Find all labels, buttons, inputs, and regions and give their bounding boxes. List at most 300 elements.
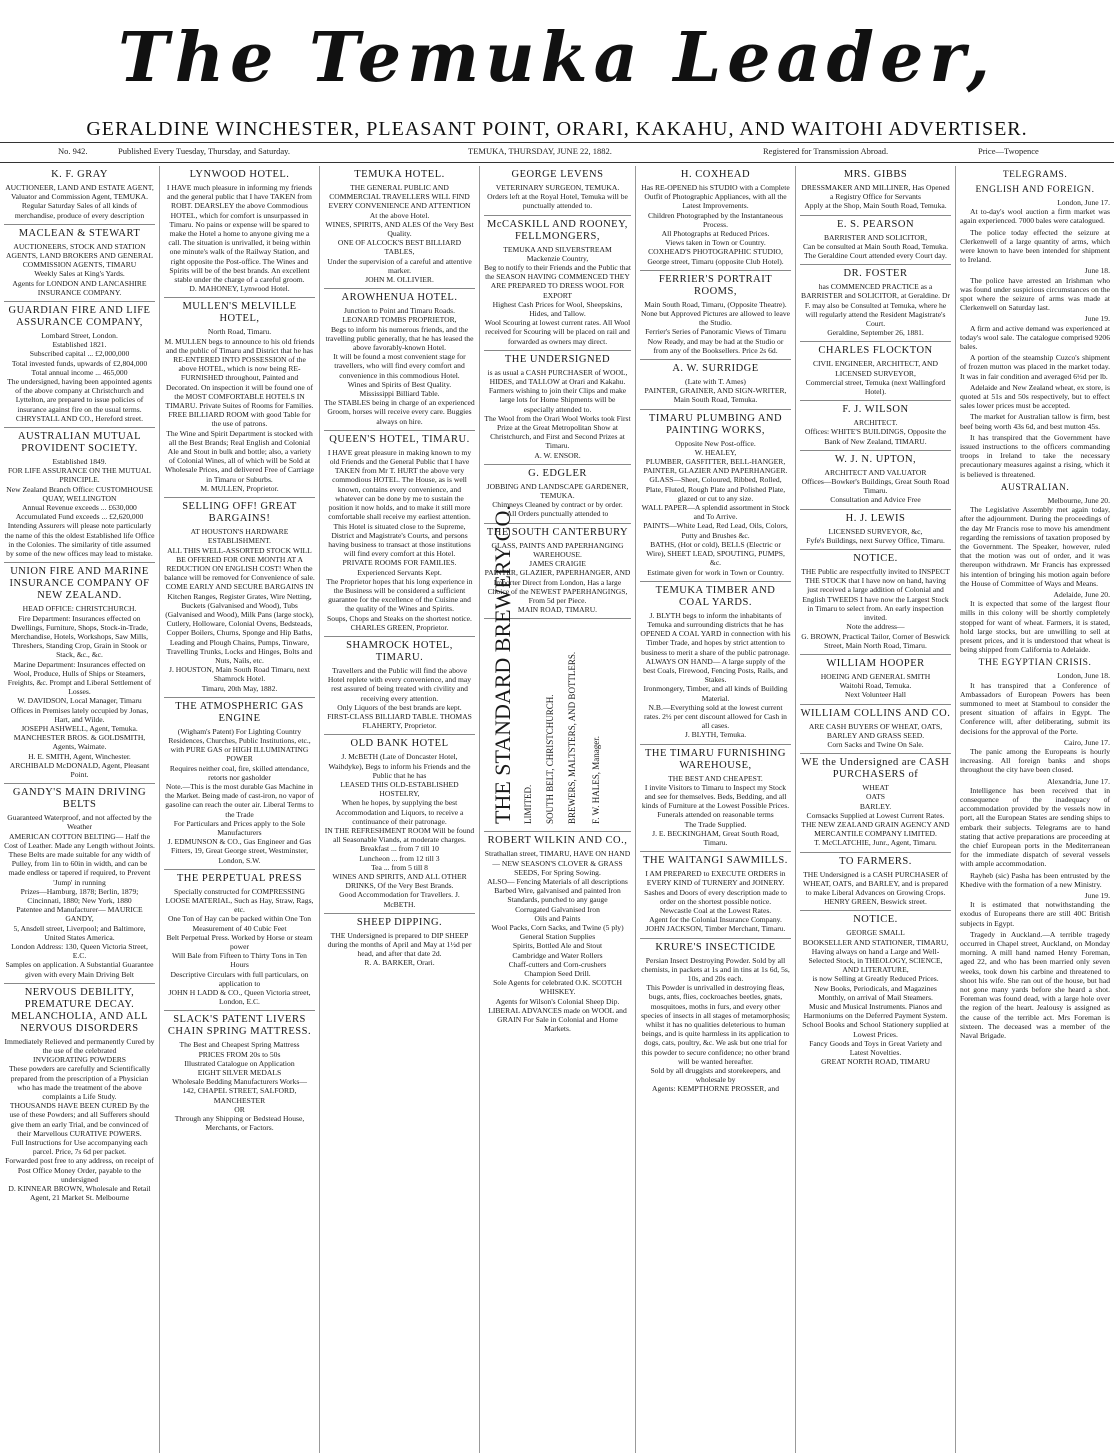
ad-heading: G. EDGLER [528, 467, 587, 479]
ad-line: Established 1821. [52, 340, 107, 350]
ad-line: W. DAVIDSON, Local Manager, Timaru [17, 696, 142, 706]
ad-line: Estimate given for work in Town or Country. [647, 567, 784, 577]
ad-line: For Particulars and Prices apply to the Sole Manufacturers [173, 818, 306, 837]
ad-line: Offices: WHITE'S BUILDINGS, Opposite the Bank of New Zealand, TIMARU. [804, 427, 947, 446]
advertisement [640, 745, 791, 853]
ad-line: Patentee and Manufacturer— MAURICE GANDY, [16, 905, 143, 924]
ad-line: GREAT NORTH ROAD, TIMARU [821, 1057, 930, 1067]
ad-line: Only Liquors of the best brands are kept. [337, 702, 462, 712]
ad-line: Valuator and Commission Agent, TEMUKA. [11, 192, 148, 202]
advertisement [4, 428, 155, 563]
advertisement [324, 637, 475, 735]
dateline-rule [0, 162, 1114, 163]
ad-line: A. W. ENSOR. [534, 450, 581, 460]
ad-line: PAINTER, GLAZIER, PAPERHANGER, AND [484, 568, 631, 578]
advertisement [484, 216, 631, 351]
advertisement [800, 510, 951, 550]
ad-body [484, 849, 631, 1033]
ad-line: is as usual a CASH PURCHASER of WOOL, HIDES, and TALLOW at Orari and Kakahu. [487, 367, 628, 387]
telegram-item: The Legislative Assembly met again today, after the adjournment. During the proceedings of the day Mr Francis rose to move his amendment regarding the remissions of taxation proposed by the Government. The Speaker, however, ruled that the motion was out of order, and it was thereupon withdrawn. Mr Francis has expressed his intention of bringing his motion again before the House of Committee of Ways and Means. [960, 505, 1110, 588]
ad-line: Cambridge and Water Rollers [512, 950, 603, 960]
ad-body [4, 604, 155, 779]
ad-line: THE NEW ZEALAND GRAIN AGENCY AND MERCANTILE COMPANY LIMITED. [801, 819, 950, 839]
ad-line: JAMES CRAIGIE [529, 559, 586, 569]
ad-line: has COMMENCED PRACTICE as a BARRISTER and SOLICITOR, at Geraldine. Dr F. may also be Consulted at Temuka, where he will regularly attend the Resident Magistrate's Court. [801, 282, 950, 329]
ad-line: 142, CHAPEL STREET, SALFORD, MANCHESTER [182, 1086, 297, 1105]
advertisement [164, 166, 315, 298]
ad-heading: MULLEN'S MELVILLE HOTEL, [182, 301, 297, 325]
ad-body [640, 439, 791, 577]
ad-line: BARLEY. [859, 801, 892, 811]
telegram-item: The police have arrested an Irishman who was found under suspicious circumstances on the spot where the seizure of arms was made at Clerkenwell on Saturday last. [960, 275, 1110, 313]
ad-line: Tea ... from 5 till 8 [371, 862, 428, 872]
ad-body [800, 870, 951, 907]
ad-line: INVIGORATING POWDERS [32, 1055, 127, 1065]
ad-line: AUCTIONEER, LAND AND ESTATE AGENT, [5, 183, 154, 192]
telegram-item: Tragedy in Auckland.—A terrible tragedy occurred in Chapel street, Auckland, on Monday morning. A mill hand named Henry Foreman, aged 22, and who has been married only seven weeks, took down his carbine and threatened to shoot his wife. She ran out of the house, but had not gone many yards before she heard a shot. Foreman was found dead, with a large hole over the region of the heart. Jealousy is assigned as the cause of the terrible act. Mrs Foreman is sixteen. The deceased was a member of the Naval Brigade. [960, 929, 1110, 1041]
advertisement [324, 289, 475, 431]
advertisement [4, 302, 155, 428]
vertical-ad-line: LIMITED. [523, 785, 533, 825]
ad-line: Fyfe's Buildings, next Survey Office, Timaru. [806, 535, 945, 545]
ad-body [324, 183, 475, 284]
publication-schedule: Published Every Tuesday, Thursday, and Saturday. [118, 146, 290, 156]
ad-line: Spirits, Bottled Ale and Stout [512, 941, 603, 951]
ad-line: Waitohi Road, Temuka. [839, 681, 912, 691]
ad-body [800, 468, 951, 505]
ad-line: PAINTS—White Lead, Red Lead, Oils, Colors, Putty and Brushes &c. [643, 521, 788, 540]
ad-line: Mississippi Billiard Table. [359, 389, 440, 399]
ad-line: These powders are carefully and Scientifically prepared from the prescription of a Physician who has made the treatment of the above complaints a Life Study. [8, 1064, 151, 1102]
ad-line: THE Undersigned is a CASH PURCHASER of WHEAT, OATS, and BARLEY, and is prepared to make Liberal Advances on Growing Crops. [802, 869, 949, 897]
ad-body [164, 527, 315, 693]
ad-line: Guaranteed Waterproof, and not affected by the Weather [7, 813, 152, 832]
ad-line: Specially constructed for COMPRESSING LOOSE MATERIAL, Such as Hay, Straw, Rags, etc. [165, 886, 314, 915]
advertisement [484, 166, 631, 216]
ad-line: Main South Road, Timaru, (Opposite Theatre). [644, 299, 787, 309]
ad-line: ALSO— Fencing Materials of all descriptions [487, 876, 628, 886]
ad-line: Through any Shipping or Bedstead House, Merchants, or Factors. [174, 1114, 305, 1133]
ad-line: OR [234, 1104, 245, 1114]
advertisement [800, 265, 951, 342]
ad-line: GEORGE SMALL [846, 928, 905, 938]
advertisement [164, 498, 315, 698]
ad-body [4, 331, 155, 423]
ad-line: Wholesale Bedding Manufacturers Works— [172, 1077, 307, 1087]
ad-line: WALL PAPER—A splendid assortment in Stock and To Arrive. [641, 503, 790, 522]
ad-line: M. MULLEN begs to announce to his old friends and the public of Timaru and District that he has RE-ENTERED INTO POSSESSION of the above HOTEL, which is now being RE-FURNISHED throughout, Painted and Decorated. On inspection it will be found one of the MOST COMFORTABLE HOTELS IN TIMARU. Private Suites of Rooms for Families. FREE BILLIARD ROOM with good Table for the use of patrons. [164, 336, 315, 429]
ad-heading: WILLIAM HOOPER [826, 657, 925, 669]
advertisement [484, 351, 631, 465]
advertisement [640, 360, 791, 410]
ad-line: CIVIL ENGINEER, ARCHITECT, AND LICENSED SURVEYOR, [812, 359, 939, 378]
column-5 [636, 166, 796, 1453]
ad-line: Sashes and Doors of every description made to order on the shortest possible notice. [644, 887, 787, 906]
advertisement [800, 166, 951, 216]
ad-line: JOHN JACKSON, Timber Merchant, Timaru. [645, 924, 786, 934]
ad-line: TEMUKA AND SILVERSTREAM [503, 244, 612, 254]
vertical-ad-line: F. W. HALES, Manager. [591, 736, 601, 825]
ad-line: VETERINARY SURGEON, TEMUKA. [495, 183, 620, 192]
ad-line: Soups, Chops and Steaks on the shortest notice. [327, 613, 472, 623]
ad-body [164, 1040, 315, 1132]
ad-body [324, 666, 475, 730]
ad-heading: AROWHENUA HOTEL. [341, 292, 458, 304]
ad-line: J. EDMUNSON & CO., Gas Engineer and Gas Fitters, 19, Great George street, Westminster, London, S.W. [167, 837, 312, 865]
ad-line: Mackenzie Country, [526, 253, 589, 263]
ad-body [800, 282, 951, 337]
telegram-item: It has transpired that the Government have issued instructions to the officers commanding troops in Ireland to take the necessary precautionary measures against a rising, which it is believed is threatened. [960, 432, 1110, 479]
ad-body [800, 359, 951, 396]
ad-line: Geraldine, September 26, 1881. [827, 328, 924, 338]
ad-line: J. BLYTH, Temuka. [684, 730, 747, 740]
ad-line: ONE OF ALCOCK'S BEST BILLIARD TABLES, [337, 238, 462, 257]
ad-line: ARCHITECT. [853, 418, 898, 428]
ad-heading: SELLING OFF! GREAT BARGAINS! [182, 501, 297, 525]
ad-heading: GANDY'S MAIN DRIVING BELTS [12, 787, 147, 811]
ad-line: W. HEALEY, [694, 447, 737, 457]
ad-body [484, 245, 631, 346]
ad-heading: TEMUKA TIMBER AND COAL YARDS. [655, 584, 776, 608]
advertisement [164, 698, 315, 870]
ad-line: Ironmongery, Timber, and all kinds of Building Material. [643, 684, 788, 703]
ad-line: HOEING AND GENERAL SMITH [820, 671, 931, 681]
ad-line: Opposite New Post-office. [675, 438, 756, 448]
ad-heading: OLD BANK HOTEL [350, 738, 449, 750]
advertisement [800, 655, 951, 705]
ad-line: When he hopes, by supplying the best Accommodation and Liquors, to receive a continuance of their patronage. [335, 798, 464, 826]
ad-line: The Proprietor hopes that his long experience in the Business will be considered a sufficient guarantee for the excellence of the Cuisine and the quality of the Wines and Spirits. [326, 576, 473, 614]
ad-line: WINES, SPIRITS, AND ALES Of the Very Best Quality. [325, 219, 474, 239]
telegram-item: A firm and active demand was experienced at today's wool sale. The catalogue comprised 9206 bales. [960, 323, 1110, 352]
ad-line: COXHEAD'S PHOTOGRAPHIC STUDIO, George street, Timaru (opposite Club Hotel). [647, 247, 784, 266]
ad-line: The Wine and Spirit Department is stocked with all the Best Brands; Real English and Colonial Ale and Stout in bulk and bottle; also, a variety of Colonial Wines, all of which will be Sold at Wholesale Prices, and delivered Free of Carriage in Timaru or Suburbs. [164, 428, 315, 484]
vertical-ad-line: BREWERS, MALTSTERS, AND BOTTLERS. [567, 652, 577, 825]
ad-line: Forwarded post free to any address, on receipt of Post Office Money Order, payable to the undersigned [5, 1156, 154, 1184]
ad-line: THE BEST AND CHEAPEST. [668, 773, 763, 783]
ad-heading: FERRIER'S PORTRAIT ROOMS, [658, 273, 773, 297]
telegram-item: Intelligence has been received that in consequence of the inadequacy of accommodation provided by the vessels now in port, all the European States are sending ships to embark their subjects. Telegrams are to hand stating that active preparations are proceeding at the chief European ports in the Mediterranean for the immediate dispatch of several vessels with ample accommodation. [960, 785, 1110, 869]
ad-line: ALWAYS ON HAND— A large supply of the best Coals, Firewood, Fencing Posts, Rails, and Stakes. [643, 656, 788, 685]
ad-heading: CHARLES FLOCKTON [818, 345, 933, 357]
price: Price—Twopence [978, 146, 1039, 156]
ad-heading: NOTICE. [853, 914, 898, 926]
ad-body [800, 672, 951, 700]
ad-line: JOSEPH ASHWELL, Agent, Temuka. [21, 723, 138, 733]
ad-body [640, 869, 791, 933]
ad-heading: THE ATMOSPHERIC GAS ENGINE [175, 700, 304, 724]
ad-heading: TIMARU PLUMBING AND PAINTING WORKS, [648, 412, 783, 436]
ad-line: Belt Perpetual Press. Worked by Horse or steam power [166, 932, 313, 952]
ad-heading: TEMUKA HOTEL. [354, 169, 445, 180]
vertical-ad-line: SOUTH BELT, CHRISTCHURCH. [545, 694, 555, 825]
advertisement [800, 853, 951, 912]
ad-line: FOR LIFE ASSURANCE ON THE MUTUAL PRINCIPLE. [7, 466, 152, 485]
ad-line: PRIVATE ROOMS FOR FAMILIES. Experienced Servants Kept. [342, 558, 457, 577]
ad-line: I invite Visitors to Timaru to Inspect my Stock and see for themselves. Beds, Bedding, and all kinds of Furniture at the Lowest Possible Prices. Funerals attended on reasonable terms [641, 782, 790, 820]
ad-heading: H. J. LEWIS [845, 512, 906, 524]
ad-body [164, 887, 315, 1007]
ad-line: N.B.—Everything sold at the lowest current rates. 2½ per cent discount allowed for Cash in all cases. [644, 702, 787, 731]
advertisement [640, 410, 791, 582]
ad-body [640, 377, 791, 405]
ad-heading: H. COXHEAD [680, 169, 751, 180]
ad-line: Apply at the Shop, Main South Road, Temuka. [804, 201, 947, 211]
place-date: TEMUKA, THURSDAY, JUNE 22, 1882. [468, 146, 612, 156]
ad-line: PLUMBER, GASFITTER, BELL-HANGER, PAINTER, GLAZIER AND PAPERHANGER. [643, 457, 788, 476]
ad-line: Chaff-cutters and Corn-crushers [508, 959, 607, 969]
telegram-item: The panic among the Europeans is hourly increasing. All foreign banks and shops throughout the city have been closed. [960, 746, 1110, 775]
ad-heading: KRURE'S INSECTICIDE [655, 941, 776, 953]
ad-body [800, 783, 951, 847]
ad-line: WHEAT [862, 783, 889, 793]
ad-heading: LYNWOOD HOTEL. [189, 169, 290, 180]
ad-line: Weekly Sales at King's Yards. [34, 269, 125, 279]
ad-line: Commercial street, Temuka (next Wallingford Hotel). [805, 377, 946, 397]
ad-heading: NOTICE. [853, 553, 898, 565]
ad-line: AMERICAN COTTON BELTING— Half the Cost of Leather. Made any Length without Joints. [4, 831, 155, 850]
advertisement [800, 911, 951, 1070]
advertisement [800, 550, 951, 655]
ad-heading: THE UNDERSIGNED [504, 353, 611, 365]
ad-line: All Orders punctually attended to [506, 509, 609, 519]
advertisement [484, 832, 631, 1037]
advertisement [800, 705, 951, 755]
ad-line: BOOKSELLER AND STATIONER, TIMARU, Having always on hand a Large and Well-Selected Stock, in THEOLOGY, SCIENCE, AND LITERATURE, [802, 937, 949, 975]
ad-line: Farmers wishing to join their Clips and make large lots for Home Shipments will be especially attended to. [488, 386, 627, 414]
ad-line: Note.—This is the most durable Gas Machine in the Market. Being made of cast-iron, no vapor of gasoline can reach the outer air. Liberal Terms to the Trade [165, 781, 314, 819]
advertisement [640, 582, 791, 745]
ad-heading: McCASKILL AND ROONEY, FELLMONGERS, [487, 218, 628, 242]
ad-heading: THE SOUTH CANTERBURY [486, 526, 629, 538]
ad-body [640, 611, 791, 740]
ad-line: Will Bale from Fifteen to Thirty Tons in Ten Hours [172, 951, 307, 970]
telegram-dateline: June 19. [1084, 891, 1110, 901]
ad-heading: E. S. PEARSON [836, 218, 915, 230]
ad-line: MAIN ROAD, TIMARU. [517, 605, 598, 615]
advertisement [324, 431, 475, 637]
ad-body [4, 813, 155, 979]
ad-line: THE GENERAL PUBLIC AND COMMERCIAL TRAVELLERS WILL FIND EVERY CONVENIENCE AND ATTENTION At the above Hotel. [328, 183, 471, 220]
ad-body [800, 567, 951, 650]
advertisement [4, 563, 155, 784]
ad-line: Requires neither coal, fire, skilled attendance, retorts nor gasholder [169, 763, 310, 782]
registration-note: Registered for Transmission Abroad. [763, 146, 889, 156]
ad-line: THOUSANDS HAVE BEEN CURED By the use of these Powders; and all Sufferers should give them an early Trial, and be convinced of their Marvellous CURATIVE POWERS. [9, 1101, 150, 1138]
telegram-item: It is expected that some of the largest flour mills in this colony will be shortly completely stopped for want of wheat. Farmers, it is stated, hold large stocks, but are unwilling to sell at present prices, and it is understood that wheat is being shipped from California to Adelaide. [960, 599, 1110, 655]
ad-heading: UNION FIRE AND MARINE INSURANCE COMPANY OF NEW ZEALAND. [9, 566, 150, 602]
ad-line: ALL THIS WELL-ASSORTED STOCK WILL BE OFFERED FOR ONE MONTH AT A REDUCTION ON ENGLISH COST! When the balance will be removed for Convenience of sale. [164, 545, 315, 583]
ad-line: Good Accommodation for Travellers. J. McBETH. [339, 890, 460, 909]
telegram-dateline: Adelaide, June 20. [1053, 589, 1110, 599]
ad-line: Newcastle Coal at the Lowest Rates. [659, 905, 772, 915]
ad-heading: THE TIMARU FURNISHING WAREHOUSE, [645, 747, 786, 771]
ad-body [4, 457, 155, 558]
ad-line: (Wigham's Patent) For Lighting Country Residences, Churches, Public Institutions, etc., with PURE GAS or HIGH ILLUMINATING POWER [168, 726, 311, 764]
ad-line: DRESSMAKER AND MILLINER, Has Opened a Registry Office for Servants [801, 183, 950, 202]
ad-line: It will be found a most convenient stage for travellers, who will find every comfort and convenience in this commodious Hotel. [333, 352, 466, 380]
advertisement [800, 451, 951, 510]
ad-line: OATS [866, 792, 885, 802]
ad-line: MANCHESTER BROS. & GOLDSMITH, Agents, Waimate. [13, 733, 146, 752]
advertisement [324, 735, 475, 913]
ad-heading: WE the Undersigned are CASH PURCHASERS of [801, 757, 950, 781]
ad-body [484, 183, 631, 211]
ad-line: EIGHT SILVER MEDALS [197, 1068, 282, 1078]
advertisement [640, 271, 791, 360]
telegram-dateline: Melbourne, June 20. [1047, 495, 1110, 505]
ad-body [324, 931, 475, 968]
ad-line: R. A. BARKER, Orari. [364, 958, 435, 968]
ad-line: Sole Agents for celebrated O.K. SCOTCH WHISKEY. [493, 978, 622, 997]
ad-line: WINES AND SPIRITS, AND ALL OTHER DRINKS, Of the Very Best Brands. [332, 872, 467, 891]
ad-line: Can be consulted at Main South Road, Temuka. The Geraldine Court attended every Court day. [802, 241, 949, 261]
section-heading: AUSTRALIAN. [1000, 482, 1070, 493]
ad-line: Music and Musical Instruments. Pianos and Harmoniums on the Deferred Payment System. [803, 1001, 948, 1021]
ad-line: JOBBING AND LANDSCAPE GARDENER, TEMUKA. [486, 481, 629, 501]
ad-heading: K. F. GRAY [51, 169, 108, 180]
telegram-item: Rayheb (sic) Pasha has been entrusted by the Khedive with the formation of a new Ministry. [960, 870, 1110, 889]
ad-heading: AUSTRALIAN MUTUAL PROVIDENT SOCIETY. [17, 431, 142, 455]
telegram-dateline: June 19. [1084, 314, 1110, 324]
ad-heading: MRS. GIBBS [843, 169, 908, 180]
ad-heading: SHAMROCK HOTEL, TIMARU. [346, 639, 453, 663]
ad-heading: MACLEAN & STEWART [18, 227, 141, 239]
ad-line: Prizes—Hamburg, 1878; Berlin, 1879; Cincinnati, 1880; New York, 1880 [20, 886, 139, 905]
telegram-dateline: Alexandria, June 17. [1047, 776, 1110, 786]
ad-body [800, 418, 951, 446]
ad-line: HENRY GREEN, Beswick street. [824, 897, 927, 907]
telegram-item: At to-day's wool auction a firm market was again experienced. 7000 bales were catalogued. [960, 207, 1110, 226]
ad-line: is now Selling at Greatly Reduced Prices. [812, 974, 939, 984]
ad-body [164, 727, 315, 865]
ad-line: Wool Packs, Corn Sacks, and Twine (5 ply) [491, 922, 624, 932]
ad-heading: QUEEN'S HOTEL, TIMARU. [329, 433, 470, 445]
ad-body [800, 722, 951, 750]
ad-line: The Trade Supplied. [684, 819, 747, 829]
ad-body [640, 956, 791, 1094]
ad-line: Established 1849. [52, 457, 107, 467]
ad-line: Beg to notify to their Friends and the Public that the SEASON HAVING COMMENCED THEY ARE PREPARED TO DRESS WOOL FOR EXPORT [484, 263, 632, 300]
top-rule [0, 142, 1114, 143]
ad-heading: WILLIAM COLLINS AND CO. [800, 707, 951, 719]
ad-line: Total invested funds, upwards of £2,804,000 [11, 358, 148, 368]
ad-heading: THE WAITANGI SAWMILLS. [643, 855, 788, 867]
ad-line: Kitchen Ranges, Register Grates, Wire Netting, Buckets (Galvanised and Wood), Tubs (Galvanised and Wood), Milk Pans (large stock), Cutlery, Holloware, Colonial Ovens, Bedsteads, Copper Boilers, Churns, Sponge and Hip Baths, Leading and Plough Chains, Pumps, Tinware, Travelling Trunks, Locks and Hinges, Bolts and Nuts, Nails, etc. [165, 591, 314, 665]
ad-heading: SHEEP DIPPING. [356, 916, 443, 928]
ad-line: Consultation and Advice Free [830, 495, 921, 505]
ad-line: T. McCLATCHIE, Junr., Agent, Timaru. [814, 838, 937, 848]
masthead [0, 0, 1114, 140]
telegram-item: The police today effected the seizure at Clerkenwell of a large quantity of arms, which were known to have been intended for shipment to Ireland. [960, 227, 1110, 265]
section-subheading: ENGLISH AND FOREIGN. [975, 185, 1095, 195]
ad-body [640, 300, 791, 355]
ad-heading: NERVOUS DEBILITY, PREMATURE DECAY. MELANCHOLIA, AND ALL NERVOUS DISORDERS [11, 986, 148, 1034]
ad-body [640, 774, 791, 848]
ad-line: Agents for LONDON AND LANCASHIRE INSURANCE COMPANY. [12, 278, 147, 297]
ad-line: ARCHITECT AND VALUATOR [824, 467, 927, 477]
ad-line: LEASED THIS OLD-ESTABLISHED HOSTELRY, [340, 779, 459, 799]
advertisement [4, 225, 155, 302]
ad-line: New Books, Periodicals, and Magazines Monthly, on arrival of Mail Steamers. [814, 983, 937, 1002]
column-telegrams [956, 166, 1114, 1453]
telegram-dateline: June 18. [1084, 266, 1110, 276]
ad-body [4, 1037, 155, 1203]
ad-line: COME EARLY AND SECURE BARGAINS IN [165, 582, 314, 592]
telegram-item: The market for Australian tallow is firm, best beef being worth 43s 6d, and best mutton 45s. [960, 412, 1110, 431]
ad-line: GLASS, PAINTS AND PAPERHANGING WAREHOUSE. [491, 540, 624, 559]
ad-line: Immediately Relieved and permanently Cured by the use of the celebrated [4, 1036, 155, 1056]
ad-line: G. BROWN, Practical Tailor, Corner of Beswick Street, Main North Road, Timaru. [801, 631, 950, 650]
ad-line: J. BLYTH begs to inform the inhabitants of Temuka and surrounding districts that he has OPENED A COAL YARD in connection with his Timber Trade, and hopes by strict attention to business to merit a share of the public patronage. [640, 610, 791, 657]
ad-body [484, 368, 631, 460]
telegram-item: It has transpired that a Conference of Ambassadors of European Powers has been summoned to meet at Stamboul to consider the present situation of affairs in Egypt. The Conference will, after deliberating, submit its decisions for the approval of the Porte. [960, 680, 1110, 736]
ad-line: Strathallan street, TIMARU, HAVE ON HAND— NEW SEASON'S CLOVER & GRASS SEEDS, For Spring Sowing. [484, 849, 631, 877]
ad-body [800, 527, 951, 545]
ad-heading: ROBERT WILKIN AND CO., [487, 835, 628, 847]
ad-line: Main South Road, Temuka. [673, 395, 758, 405]
ad-line: All Photographs at Reduced Prices. [661, 229, 770, 239]
ad-line: Descriptive Circulars with full particulars, on application to [170, 969, 309, 988]
ad-line: Views taken in Town or Country. [665, 238, 766, 248]
ad-line: Breakfast ... from 7 till 10 [360, 844, 439, 854]
ad-line: One Ton of Hay can be packed within One Ton Measurement of 40 Cubic Feet [167, 914, 312, 933]
ad-line: Lombard Street, London. [41, 331, 118, 341]
ad-line: AT HOUSTON'S HARDWARE ESTABLISHMENT. [190, 527, 289, 546]
ad-heading: DR. FOSTER [843, 268, 908, 280]
advertisement [4, 984, 155, 1207]
ad-line: Junction to Point and Timaru Roads. [344, 306, 455, 316]
ad-line: Has RE-OPENED his STUDIO with a Complete Outfit of Photographic Appliances, with all the Latest Improvements. [641, 183, 790, 211]
ad-line: The Best and Cheapest Spring Mattress [179, 1040, 300, 1050]
ad-line: GLASS—Sheet, Coloured, Ribbed, Rolled, Plate, Fluted, Rough Plate and Polished Plate, glazed or cut to any size. [645, 475, 786, 503]
ad-line: Chimneys Cleaned by contract or by order. [492, 500, 623, 510]
ad-line: Timaru, 20th May, 1882. [201, 683, 278, 693]
ad-line: Corn Sacks and Twine On Sale. [827, 739, 924, 749]
ad-line: The STABLES being in charge of an experienced Groom, horses will receive every care. Buggies always on hire. [324, 398, 475, 426]
ad-line: JOHN H LADD & CO., Queen Victoria street, London, E.C. [168, 988, 311, 1007]
telegram-item: Adelaide and New Zealand wheat, ex store, is quoted at 51s and 50s respectively, but to effect sales lower prices must be accepted. [960, 382, 1110, 411]
column-3 [320, 166, 480, 1453]
ad-line: LIBERAL ADVANCES made on WOOL and GRAIN For Sale in Colonial and Home Markets. [488, 1005, 627, 1034]
advertisement [324, 166, 475, 289]
ad-body [640, 183, 791, 266]
ad-line: (Late with T. Ames) [685, 377, 746, 387]
ad-line: Intending Assurers will please note particularly the name of this the oldest Established life Office in the Colonies. The similarity of title assumed by some of the new offices may lead to mistake. [4, 521, 155, 559]
ad-line: General Station Supplies [519, 932, 596, 942]
ad-body [4, 183, 155, 220]
advertisement [324, 914, 475, 972]
ad-line: Orders left at the Royal Hotel, Temuka will be punctually attended to. [487, 192, 628, 211]
ad-line: North Road, Timaru. [207, 327, 272, 337]
ad-line: Marine Department: Insurances effected on Wool, Produce, Hulls of Ships or Steamers, Freights, &c. Prompt and Liberal Settlement of Losses. [7, 659, 152, 697]
ad-line: The undersigned, having been appointed agents of the above company at Christchurch and Lyttelton, are prepared to issue policies of insurance against fire on the usual terms. [7, 377, 152, 414]
column-6 [796, 166, 956, 1453]
ad-line: I AM PREPARED to EXECUTE ORDERS in EVERY KIND of TURNERY and JOINERY. [645, 869, 786, 888]
columns [0, 166, 1114, 1453]
ad-line: Offices in Premises lately occupied by Jonas, Hart, and Wilde. [10, 705, 149, 724]
ad-line: Agents: KEMPTHORNE PROSSER, and [652, 1084, 779, 1094]
advertisement [164, 1011, 315, 1136]
ad-line: I HAVE much pleasure in informing my friends and the general public that I have TAKEN from ROBT. DEARSLEY the above Commodious HOTEL, which for comfort is unsurpassed in Timaru. No pains or expense will be spared to make the Hotel a home to anyone giving me a call. The situation is unrivalled, it being within one minute's walk of the Railway Station, and right opposite the Post-office. The Wines and Spirits will be of the best brands. An excellent stable under the charge of a careful groom. [166, 183, 313, 285]
ad-line: CHARLES GREEN, Proprietor. [350, 622, 449, 632]
ad-line: 5, Ansdell street, Liverpool; and Baltimore, United States America. [13, 923, 146, 942]
ad-line: H. E. SMITH, Agent, Winchester. [28, 751, 131, 761]
ad-line: Ferrier's Series of Panoramic Views of Timaru Now Ready, and may be had at the Studio or from any of the Booksellers. Price 2s 6d. [645, 327, 786, 355]
ad-heading: TO FARMERS. [839, 855, 912, 867]
column-4 [480, 166, 636, 1453]
ad-line: I HAVE great pleasure in making known to my old Friends and the General Public that I have TAKEN from Mr T. HURT the above very commodious HOTEL. The House, as is well known, contains every convenience, and whatever can be done by me to sustain the position it now holds, and to make it still more comfortable shall receive my earliest attention. [327, 447, 472, 522]
